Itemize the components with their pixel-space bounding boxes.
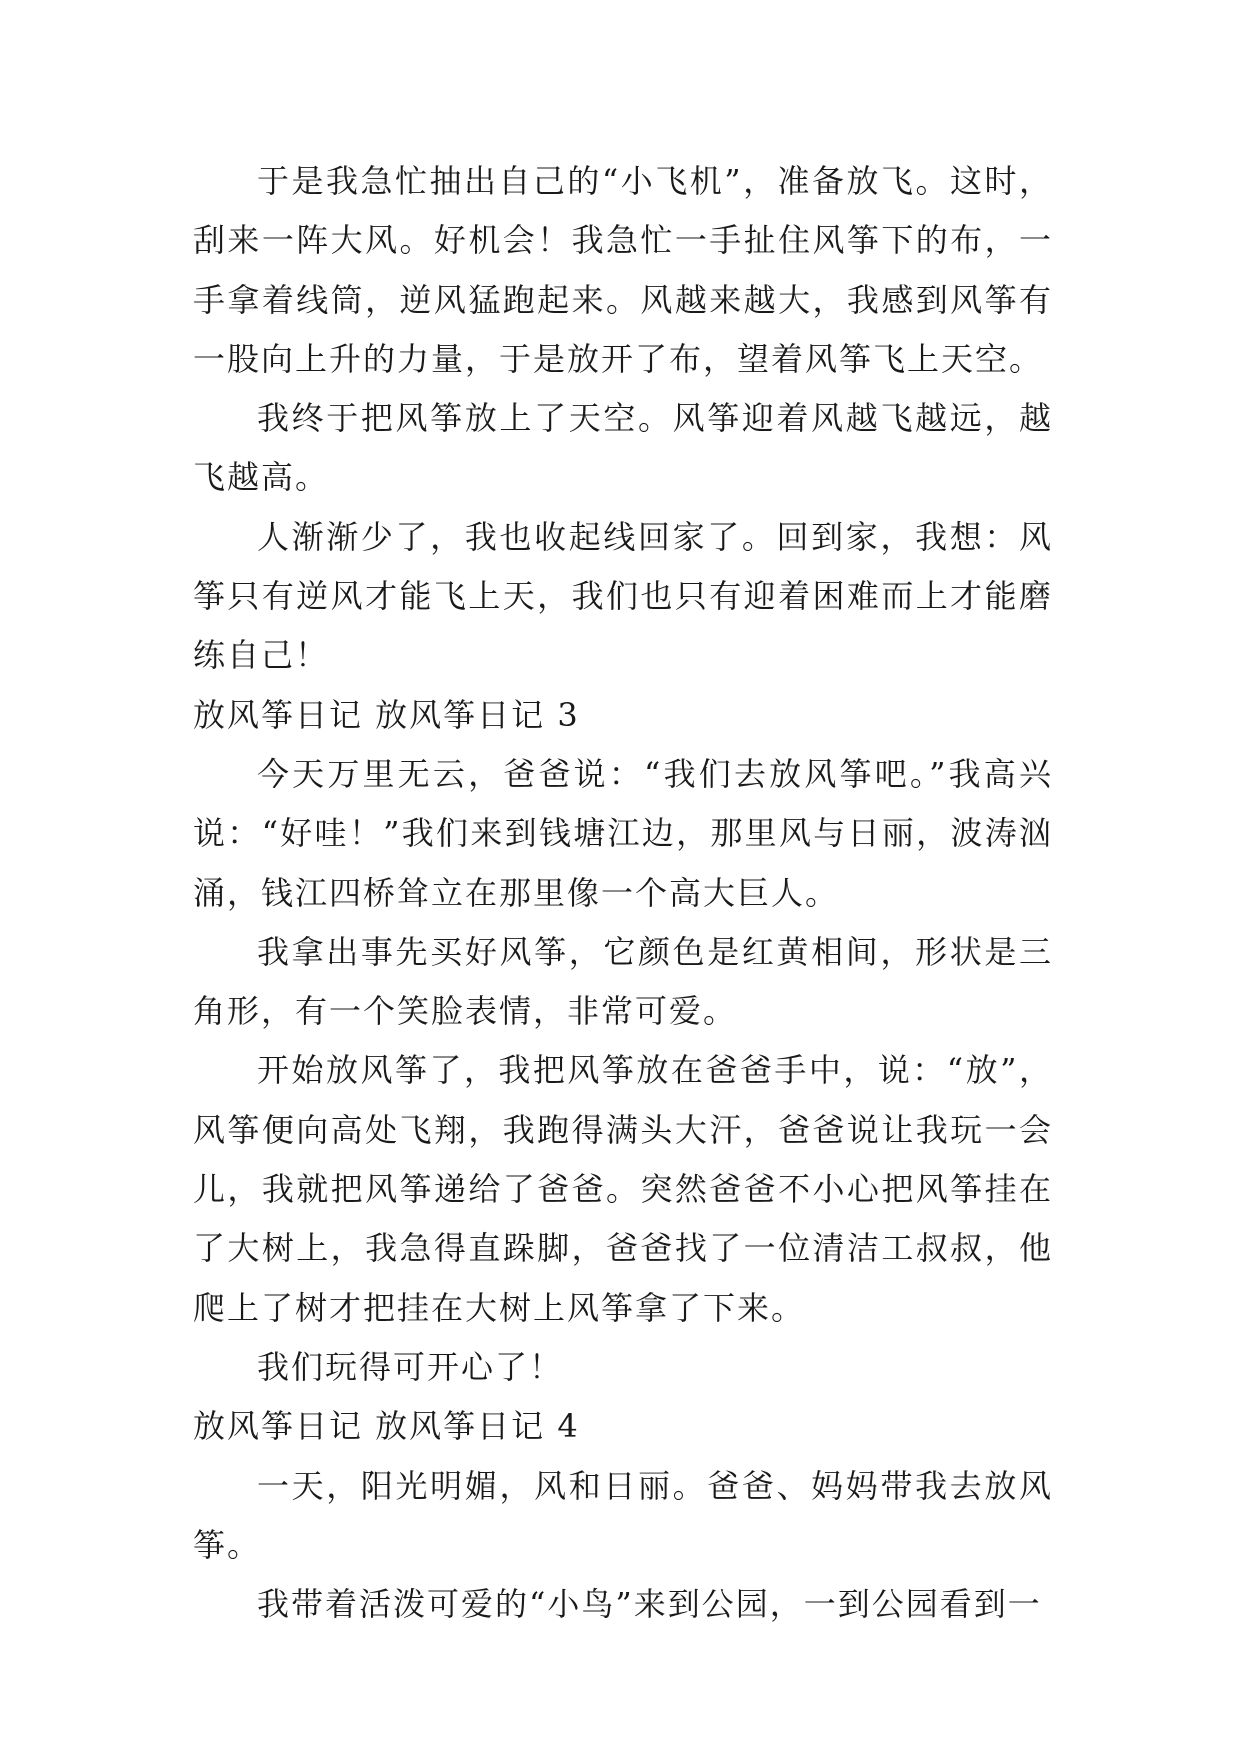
paragraph: 开始放风筝了，我把风筝放在爸爸手中，说：“放”，风筝便向高处飞翔，我跑得满头大汗，爸爸说让我玩一会儿，我就把风筝递给了爸爸。突然爸爸不小心把风筝挂在了大树上，我急得直跺脚，爸爸找了一位清洁工叔叔，他爬上了树才把挂在大树上风筝拿了下来。 [193, 1051, 1053, 1327]
paragraph: 我拿出事先买好风筝，它颜色是红黄相间，形状是三角形，有一个笑脸表情，非常可爱。 [193, 932, 1053, 1031]
section-heading: 放风筝日记 放风筝日记 4 [193, 1407, 580, 1446]
paragraph: 于是我急忙抽出自己的“小飞机”，准备放飞。这时，刮来一阵大风。好机会！我急忙一手扯住风筝下的布，一手拿着线筒，逆风猛跑起来。风越来越大，我感到风筝有一股向上升的力量，于是放开了布，望着风筝飞上天空。 [193, 162, 1053, 378]
paragraph: 我们玩得可开心了！ [257, 1347, 564, 1386]
document-body [193, 152, 1053, 1634]
paragraph: 一天，阳光明媚，风和日丽。爸爸、妈妈带我去放风筝。 [193, 1466, 1053, 1564]
paragraph: 人渐渐少了，我也收起线回家了。回到家，我想：风筝只有逆风才能飞上天，我们也只有迎着困难而上才能磨练自己！ [193, 517, 1053, 675]
paragraph: 今天万里无云，爸爸说：“我们去放风筝吧。”我高兴说：“好哇！”我们来到钱塘江边，那里风与日丽，波涛汹涌，钱江四桥耸立在那里像一个高大巨人。 [193, 754, 1053, 912]
paragraph: 我带着活泼可爱的“小鸟”来到公园，一到公园看到一 [257, 1585, 1042, 1624]
paragraph: 我终于把风筝放上了天空。风筝迎着风越飞越远，越飞越高。 [193, 399, 1053, 497]
section-heading: 放风筝日记 放风筝日记 3 [193, 695, 580, 734]
